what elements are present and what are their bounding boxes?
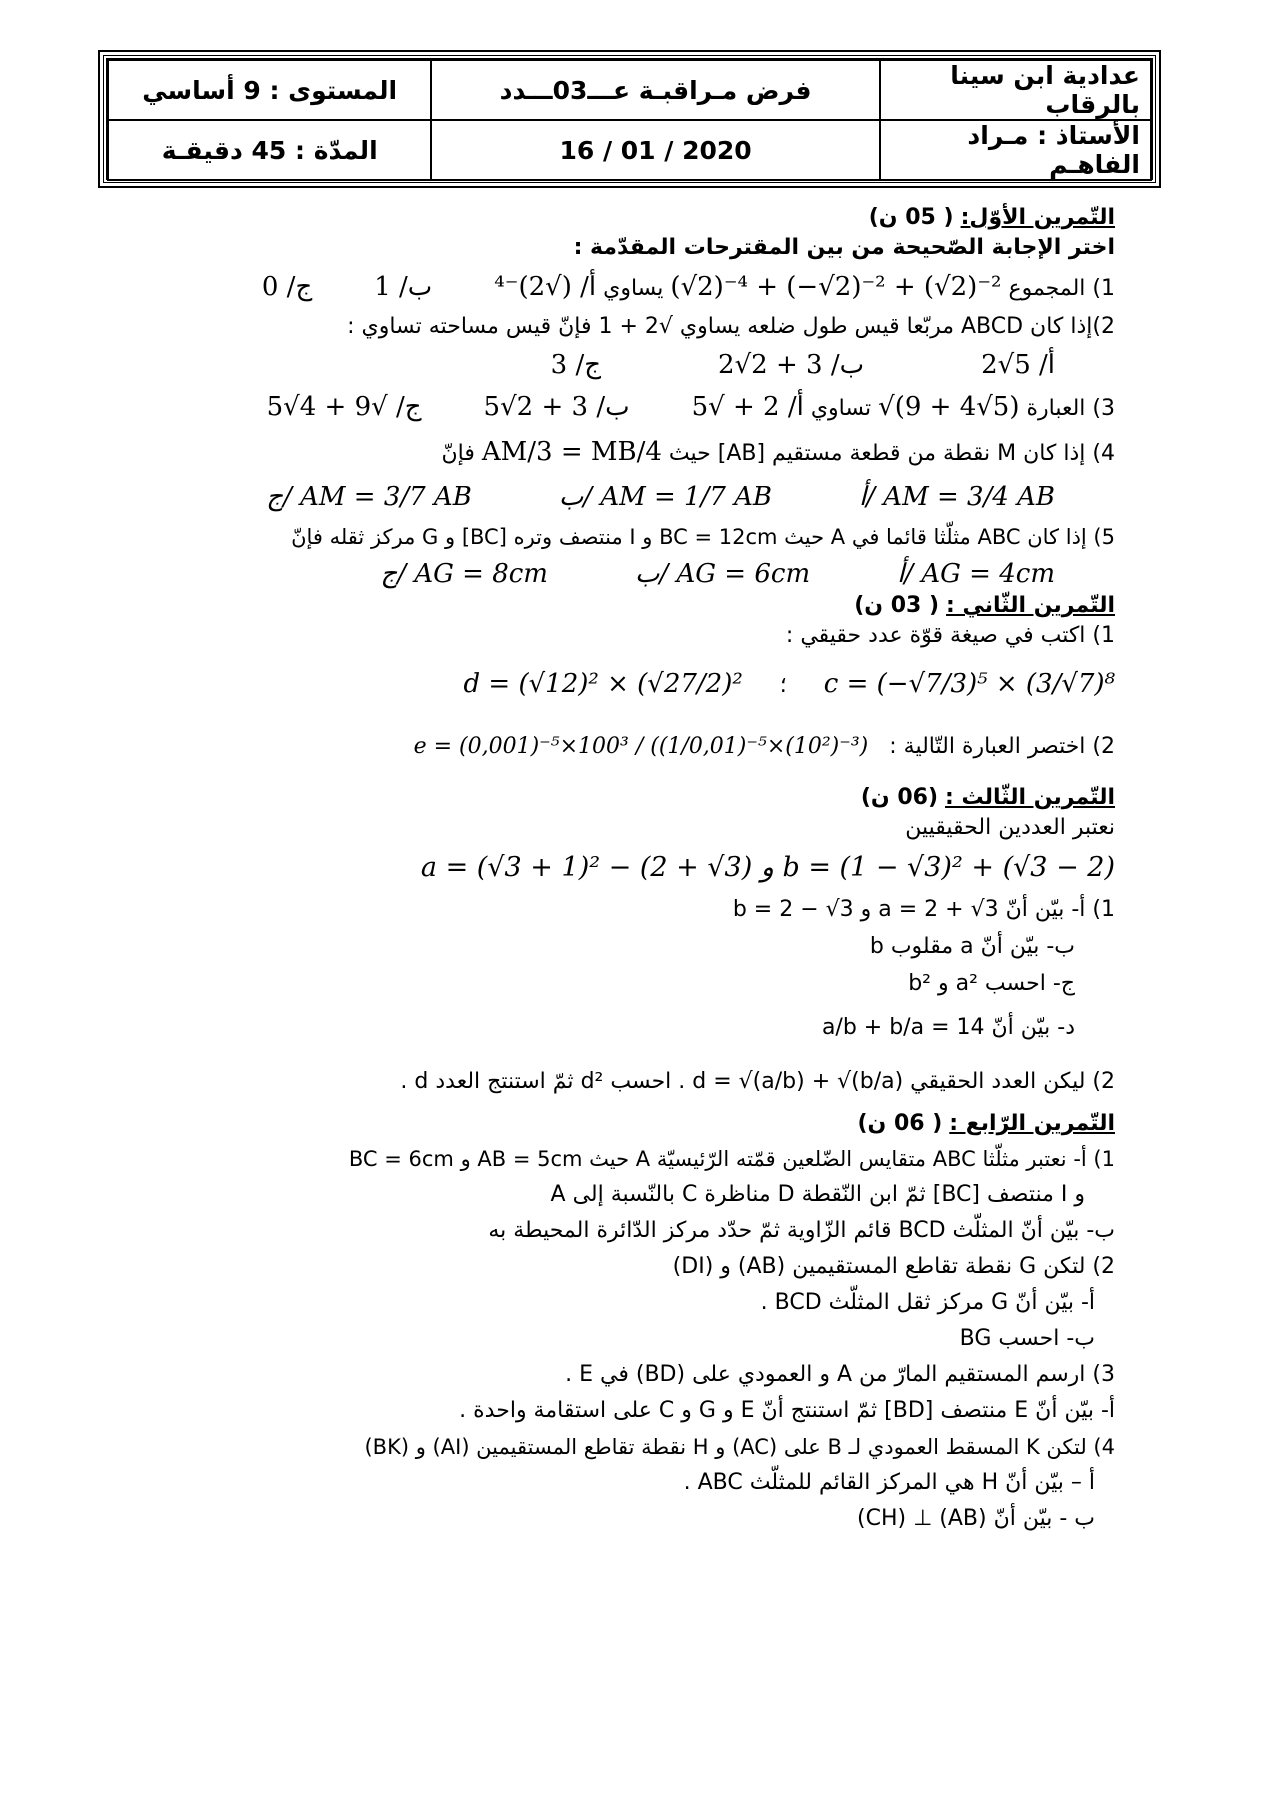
ex1-q5-options (130, 555, 1115, 593)
ex4-line-9: 4) لتكن K المسقط العمودي لـ B على (AC) و H نقطة تقاطع المستقيمين (AI) و (BK) (364, 1435, 1115, 1459)
q5-option-b: ب/ AG = 6cm (634, 559, 811, 589)
ex2-expressions: c = (−√7/3)⁵ × (3/√7)⁸ ؛ d = (√12)² × (√27/2)² (463, 669, 1115, 699)
level: المستوى : 9 أساسي (108, 60, 431, 120)
ex4-title: التّمرين الرّابع : (949, 1111, 1115, 1136)
ex3-q1d: د- بيّن أنّ a/b + b/a = 14 (821, 1015, 1075, 1040)
q1-option-c: ج/ 0 (261, 272, 313, 302)
ex1-q5: 5) إذا كان ABC مثلّثا قائما في A حيث BC = 12cm و I منتصف وتره [BC] و G مركز ثقله فإنّ (291, 525, 1115, 549)
ex1-title: التّمرين الأوّل: (960, 205, 1115, 230)
q3-option-c: ج/ √9 + 4√5 (266, 392, 422, 422)
ex1-q3 (130, 385, 1115, 429)
ex3-q1c: ج- احسب a² و b² (908, 971, 1075, 996)
ex1-q2: 2)إذا كان ABCD مربّعا قيس طول ضلعه يساوي √2 + 1 فإنّ قيس مساحته تساوي : (347, 314, 1115, 339)
ex4-heading (130, 1111, 1115, 1141)
ex4-line-4: 2) لتكن G نقطة تقاطع المستقيمين (AB) و (DI) (672, 1254, 1115, 1279)
q3-expr: √(9 + 4√5) (878, 392, 1020, 422)
ex1-q1 (130, 265, 1115, 309)
ex4-line-11: ب - بيّن أنّ (AB) ⊥ (CH) (857, 1506, 1095, 1531)
q1-option-b: ب/ 1 (374, 272, 433, 302)
q3-option-b: ب/ 3 + 2√5 (483, 392, 630, 422)
teacher-name: الأستاذ : مـراد الفاهـم (880, 120, 1151, 180)
q3-eq: تساوي (810, 396, 872, 421)
q3-option-a: أ/ 2 + √5 (691, 392, 804, 422)
ex1-q4 (130, 429, 1115, 475)
exam-header (103, 55, 1156, 183)
exam-date: 2020 / 01 / 16 (431, 120, 879, 180)
ex3-points: (06 ن) (860, 785, 939, 810)
ex2-q1: 1) اكتب في صيغة قوّة عدد حقيقي : (785, 623, 1115, 648)
q4-tail: فإنّ (441, 441, 475, 466)
q3-text: 3) العبارة (1026, 396, 1115, 421)
q2-option-a: أ/ 5√2 (981, 350, 1055, 380)
ex4-line-5: أ- بيّن أنّ G مركز ثقل المثلّث BCD . (760, 1290, 1095, 1315)
expr-c: c = (−√7/3)⁵ × (3/√7)⁸ (823, 669, 1115, 699)
q4-option-c: ج/ AM = 3/7 AB (266, 482, 472, 512)
ex3-q2: 2) ليكن العدد الحقيقي d = √(a/b) + √(b/a) . احسب d² ثمّ استنتج العدد d . (400, 1069, 1115, 1094)
ex4-line-1: 1) أ- نعتبر مثلّثا ABC متقايس الضّلعين قمّته الرّئيسيّة A حيث AB = 5cm و BC = 6cm (348, 1147, 1115, 1171)
ex1-q4-options (130, 475, 1115, 519)
ex3-title: التّمرين الثّالث : (945, 785, 1115, 810)
ex2-q2 (130, 715, 1115, 779)
exam-body (130, 205, 1115, 1537)
q4-expr: AM/3 = MB/4 (481, 437, 662, 467)
ex3-q1b: ب- بيّن أنّ a مقلوب b (869, 934, 1075, 959)
ex1-points: ( 05 ن) (868, 205, 954, 230)
ex4-line-10: أ – بيّن أنّ H هي المركز القائم للمثلّث ABC . (683, 1470, 1095, 1495)
q1-option-a: أ/ (√2)⁻⁴ (494, 272, 597, 302)
q2-option-c: ج/ 3 (550, 350, 602, 380)
ex4-line-2: و I منتصف [BC] ثمّ ابن النّقطة D مناظرة C بالنّسبة إلى A (550, 1182, 1085, 1207)
q1-expr: (√2)⁻⁴ + (−√2)⁻² + (√2)⁻² (670, 272, 1002, 302)
ex4-line-3: ب- بيّن أنّ المثلّث BCD قائم الزّاوية ثمّ حدّد مركز الدّائرة المحيطة به (488, 1218, 1115, 1243)
ex2-q2-text: 2) اختصر العبارة التّالية : (889, 734, 1115, 759)
ex4-line-8: أ- بيّن أنّ E منتصف [BD] ثمّ استنتج أنّ E و G و C على استقامة واحدة . (459, 1398, 1115, 1423)
q2-option-b: ب/ 3 + 2√2 (718, 350, 865, 380)
ex3-definitions (130, 845, 1115, 891)
ex2-heading (130, 593, 1115, 623)
ex4-line-6: ب- احسب BG (959, 1326, 1095, 1351)
q4-option-b: ب/ AM = 1/7 AB (558, 482, 773, 512)
ex1-heading (130, 205, 1115, 235)
ex2-title: التّمرين الثّاني : (946, 593, 1115, 618)
ex4-points: ( 06 ن) (857, 1111, 943, 1136)
q4-text: 4) إذا كان M نقطة من قطعة مستقيم [AB] حيث (668, 441, 1115, 466)
ex3-heading (130, 785, 1115, 815)
duration: المدّة : 45 دقيقـة (108, 120, 431, 180)
ex1-instruction: اختر الإجابة الصّحيحة من بين المقترحات المقدّمة : (573, 235, 1115, 260)
school-name: عدادية ابن سينا بالرقاب (880, 60, 1151, 120)
ex3-intro: نعتبر العددين الحقيقيين (905, 815, 1115, 840)
q1-text: 1) المجموع (1008, 276, 1115, 301)
ex2-points: ( 03 ن) (854, 593, 940, 618)
ex3-defs: a = (√3 + 1)² − (2 + √3) و b = (1 − √3)² + (√3 − 2) (420, 852, 1115, 883)
expr-e: e = (0,001)⁻⁵×100³ / ((1/0,01)⁻⁵×(10²)⁻³) (413, 734, 869, 759)
q4-option-a: أ/ AM = 3/4 AB (859, 482, 1055, 512)
exam-title: فرض مـراقبـة عـــ03ـــدد (431, 60, 879, 120)
q5-option-a: أ/ AG = 4cm (897, 559, 1055, 589)
ex3-q1: 1) أ- بيّن أنّ a = 2 + √3 و b = 2 − √3 (732, 897, 1115, 922)
ex1-q2-options (130, 345, 1115, 385)
q5-option-c: ج/ AG = 8cm (380, 559, 548, 589)
ex4-line-7: 3) ارسم المستقيم المارّ من A و العمودي على (BD) في E . (565, 1362, 1115, 1387)
expr-d: d = (√12)² × (√27/2)² (463, 669, 743, 699)
q1-eq: يساوي (603, 276, 664, 301)
